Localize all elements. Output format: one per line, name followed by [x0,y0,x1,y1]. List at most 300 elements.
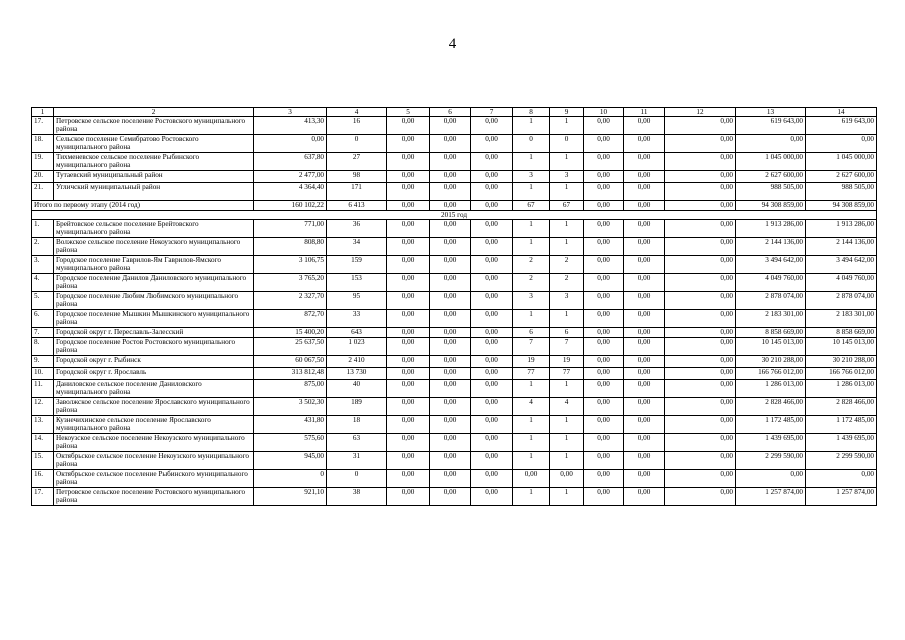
table-cell: 4. [32,274,54,292]
table-cell: 0,00 [584,292,624,310]
total-cell: 0,00 [471,201,513,211]
table-cell: 10 145 013,00 [736,338,806,356]
table-cell: 1 [513,416,550,434]
table-cell: 0,00 [471,380,513,398]
table-cell: 0,00 [430,117,471,135]
table-cell: 3 494 642,00 [736,256,806,274]
table-cell: 2 627 600,00 [736,171,806,183]
table-cell: 4 [513,398,550,416]
table-cell: 1 913 286,00 [736,220,806,238]
municipality-name-cell: Городское поселение Ростов Ростовского муниципального района [54,338,254,356]
table-cell: 8 858 669,00 [736,328,806,338]
header-cell: 9 [550,108,584,117]
table-cell: 1 286 013,00 [736,380,806,398]
table-cell: 159 [327,256,387,274]
table-cell: 0,00 [584,183,624,201]
total-cell: 0,00 [665,201,736,211]
table-cell: 0 [550,135,584,153]
table-cell: 0,00 [471,183,513,201]
total-cell: 160 102,22 [254,201,327,211]
table-cell: 808,80 [254,238,327,256]
table-cell: 2 828 466,00 [806,398,877,416]
table-cell: 0,00 [387,153,430,171]
table-row [32,338,877,356]
total-cell: 6 413 [327,201,387,211]
table-cell: 0 [327,135,387,153]
table-row [32,292,877,310]
total-cell: 0,00 [387,201,430,211]
table-cell: 18 [327,416,387,434]
table-cell: 0,00 [624,338,665,356]
table-cell: 3. [32,256,54,274]
table-cell: 1 913 286,00 [806,220,877,238]
table-cell: 3 [550,171,584,183]
table-cell: 6 [513,328,550,338]
municipality-name-cell: Петровское сельское поселение Ростовского муниципального района [54,488,254,506]
table-row [32,328,877,338]
table-cell: 0,00 [665,171,736,183]
municipality-name-cell: Даниловское сельское поселение Даниловского муниципального района [54,380,254,398]
municipality-name-cell: Петровское сельское поселение Ростовского муниципального района [54,117,254,135]
table-cell: 1 [513,183,550,201]
table-cell: 0,00 [387,135,430,153]
table-cell: 36 [327,220,387,238]
table-cell: 0,00 [471,434,513,452]
table-cell: 0,00 [471,153,513,171]
table-cell: 2 144 136,00 [806,238,877,256]
table-cell: 872,70 [254,310,327,328]
table-cell: 4 [550,398,584,416]
header-cell: 7 [471,108,513,117]
table-row [32,488,877,506]
table-cell: 2 144 136,00 [736,238,806,256]
municipality-name-cell: Городское поселение Гаврилов-Ям Гаврилов-Ямского муниципального района [54,256,254,274]
table-cell: 0,00 [736,470,806,488]
table-cell: 0,00 [387,338,430,356]
table-cell: 2 299 590,00 [736,452,806,470]
table-cell: 619 643,00 [736,117,806,135]
municipality-name-cell: Городское поселение Любим Любимского муниципального района [54,292,254,310]
municipality-name-cell: Городское поселение Мышкин Мышкинского муниципального района [54,310,254,328]
table-cell: 0,00 [513,470,550,488]
total-cell: 0,00 [584,201,624,211]
table-cell: 0,00 [430,416,471,434]
table-cell: 0,00 [471,171,513,183]
header-cell: 5 [387,108,430,117]
table-cell: 431,80 [254,416,327,434]
table-cell: 14. [32,434,54,452]
table-cell: 0,00 [665,310,736,328]
table-cell: 1 [550,310,584,328]
table-cell: 0,00 [430,452,471,470]
table-cell: 0,00 [584,238,624,256]
municipality-name-cell: Брейтовское сельское поселение Брейтовского муниципального района [54,220,254,238]
total-cell: 94 308 859,00 [806,201,877,211]
table-cell: 0,00 [584,135,624,153]
table-cell: 0,00 [665,274,736,292]
municipality-name-cell: Тихменевское сельское поселение Рыбинского муниципального района [54,153,254,171]
table-cell: 0,00 [584,256,624,274]
table-cell: 0,00 [387,452,430,470]
table-cell: 0,00 [665,183,736,201]
table-cell: 16 [327,117,387,135]
table-cell: 2 878 074,00 [806,292,877,310]
table-cell: 38 [327,488,387,506]
table-row [32,434,877,452]
table-cell: 15. [32,452,54,470]
table-cell: 1 [550,117,584,135]
table-cell: 7 [513,338,550,356]
table-row [32,256,877,274]
header-cell: 12 [665,108,736,117]
table-cell: 313 812,48 [254,368,327,380]
table-cell: 2 477,00 [254,171,327,183]
table-cell: 0,00 [471,328,513,338]
table-cell: 0,00 [624,452,665,470]
table-cell: 17. [32,488,54,506]
table-cell: 30 210 288,00 [736,356,806,368]
header-cell: 2 [54,108,254,117]
table-cell: 0,00 [430,338,471,356]
table-cell: 0,00 [584,452,624,470]
table-cell: 3 [550,292,584,310]
table-cell: 988 505,00 [736,183,806,201]
table-cell: 17. [32,117,54,135]
table-cell: 15 400,20 [254,328,327,338]
table-row [32,153,877,171]
table-cell: 0,00 [624,368,665,380]
table-cell: 166 766 012,00 [736,368,806,380]
table-cell: 1 [550,416,584,434]
table-row [32,135,877,153]
table-cell: 0,00 [584,310,624,328]
table-cell: 0,00 [624,220,665,238]
table-cell: 0,00 [665,470,736,488]
header-cell: 3 [254,108,327,117]
table-cell: 0,00 [387,368,430,380]
table-cell: 0,00 [387,470,430,488]
table-cell: 0,00 [624,356,665,368]
table-cell: 0,00 [471,292,513,310]
table-cell: 1 [513,220,550,238]
table-cell: 875,00 [254,380,327,398]
table-cell: 0,00 [254,135,327,153]
table-cell: 3 [513,171,550,183]
table-cell: 18. [32,135,54,153]
table-cell: 0,00 [584,328,624,338]
table-cell: 0,00 [584,356,624,368]
municipality-name-cell: Тутаевский муниципальный район [54,171,254,183]
table-cell: 0,00 [665,434,736,452]
table-cell: 153 [327,274,387,292]
table-row [32,398,877,416]
table-cell: 2 828 466,00 [736,398,806,416]
table-cell: 1 [550,452,584,470]
table-cell: 0,00 [430,292,471,310]
table-cell: 0,00 [584,398,624,416]
table-cell: 0,00 [624,434,665,452]
table-cell: 189 [327,398,387,416]
table-row [32,356,877,368]
table-cell: 77 [550,368,584,380]
table-cell: 21. [32,183,54,201]
table-cell: 0,00 [430,310,471,328]
table-cell: 0,00 [665,356,736,368]
table-row [32,416,877,434]
table-cell: 3 494 642,00 [806,256,877,274]
table-cell: 2 183 301,00 [736,310,806,328]
table-cell: 0,00 [430,328,471,338]
table-cell: 0,00 [665,220,736,238]
table-row [32,310,877,328]
table-cell: 1 [513,452,550,470]
total-row [32,201,877,211]
table-cell: 2 327,70 [254,292,327,310]
table-cell: 2 299 590,00 [806,452,877,470]
table-cell: 1 [550,153,584,171]
table-cell: 0,00 [387,256,430,274]
table-cell: 0,00 [471,274,513,292]
table-cell: 0,00 [584,171,624,183]
table-cell: 0,00 [584,380,624,398]
data-table [31,107,877,506]
table-cell: 1 [513,380,550,398]
table-cell: 0,00 [624,171,665,183]
table-cell: 30 210 288,00 [806,356,877,368]
table-cell: 0,00 [665,416,736,434]
table-cell: 25 637,50 [254,338,327,356]
table-cell: 0,00 [471,470,513,488]
table-cell: 0,00 [387,380,430,398]
table-cell: 771,00 [254,220,327,238]
table-cell: 1 [550,220,584,238]
table-cell: 0,00 [471,452,513,470]
table-cell: 0,00 [430,238,471,256]
table-cell: 1 [513,153,550,171]
table-cell: 0,00 [624,470,665,488]
table-cell: 0,00 [624,398,665,416]
table-cell: 1 [550,488,584,506]
table-cell: 0,00 [471,220,513,238]
municipality-name-cell: Кузнечихинское сельское поселение Ярославского муниципального района [54,416,254,434]
table-cell: 34 [327,238,387,256]
table-cell: 166 766 012,00 [806,368,877,380]
table-cell: 1 [513,488,550,506]
table-cell: 0,00 [584,274,624,292]
table-cell: 0,00 [471,338,513,356]
table-row [32,452,877,470]
table-cell: 10. [32,368,54,380]
table-cell: 0,00 [387,274,430,292]
table-cell: 0,00 [584,488,624,506]
table-cell: 31 [327,452,387,470]
table-cell: 0,00 [624,310,665,328]
municipality-name-cell: Городское поселение Данилов Даниловского муниципального района [54,274,254,292]
table-cell: 1 257 874,00 [736,488,806,506]
total-cell: 67 [550,201,584,211]
section-label: 2015 год [32,211,877,220]
table-cell: 13. [32,416,54,434]
table-cell: 1 [550,380,584,398]
table-cell: 0,00 [430,398,471,416]
table-cell: 1 023 [327,338,387,356]
table-row [32,171,877,183]
section-row [32,211,877,220]
table-cell: 0,00 [387,171,430,183]
table-cell: 7 [550,338,584,356]
table-cell: 1 [513,117,550,135]
table-cell: 0,00 [584,220,624,238]
table-cell: 0,00 [624,380,665,398]
table-cell: 5. [32,292,54,310]
table-row [32,117,877,135]
table-cell: 6. [32,310,54,328]
table-cell: 0,00 [736,135,806,153]
table-cell: 19. [32,153,54,171]
table-cell: 1 172 485,00 [736,416,806,434]
table-cell: 95 [327,292,387,310]
table-cell: 1 [513,238,550,256]
table-cell: 0,00 [430,256,471,274]
table-cell: 0,00 [387,488,430,506]
table-cell: 0 [327,470,387,488]
header-cell: 11 [624,108,665,117]
table-cell: 8. [32,338,54,356]
table-cell: 4 049 760,00 [806,274,877,292]
header-cell: 13 [736,108,806,117]
table-cell: 171 [327,183,387,201]
table-cell: 988 505,00 [806,183,877,201]
table-cell: 0,00 [584,434,624,452]
table-cell: 1 045 000,00 [806,153,877,171]
table-cell: 0,00 [624,416,665,434]
table-cell: 0,00 [387,434,430,452]
header-cell: 6 [430,108,471,117]
table-cell: 1 045 000,00 [736,153,806,171]
table-cell: 1 286 013,00 [806,380,877,398]
table-cell: 1. [32,220,54,238]
table-row [32,368,877,380]
table-cell: 0,00 [471,256,513,274]
table-cell: 0,00 [624,328,665,338]
table-cell: 1 [550,183,584,201]
table-cell: 0,00 [665,238,736,256]
table-cell: 0,00 [665,135,736,153]
header-cell: 10 [584,108,624,117]
table-cell: 0,00 [665,117,736,135]
table-cell: 2 627 600,00 [806,171,877,183]
table-cell: 19 [550,356,584,368]
table-cell: 0,00 [387,292,430,310]
table-cell: 0,00 [471,368,513,380]
table-cell: 8 858 669,00 [806,328,877,338]
table-cell: 0,00 [624,117,665,135]
table-cell: 0,00 [430,220,471,238]
table-cell: 0,00 [471,488,513,506]
table-cell: 0,00 [550,470,584,488]
table-cell: 0,00 [624,238,665,256]
table-cell: 0,00 [387,220,430,238]
table-cell: 20. [32,171,54,183]
table-cell: 0,00 [806,135,877,153]
table-cell: 0,00 [471,238,513,256]
table-cell: 1 257 874,00 [806,488,877,506]
table-cell: 10 145 013,00 [806,338,877,356]
table-cell: 4 049 760,00 [736,274,806,292]
table-cell: 0,00 [471,117,513,135]
table-cell: 98 [327,171,387,183]
table-cell: 1 [550,434,584,452]
total-label: Итого по первому этапу (2014 год) [32,201,254,211]
header-cell: 8 [513,108,550,117]
table-cell: 0,00 [665,398,736,416]
table-cell: 0,00 [584,338,624,356]
table-cell: 2 [513,274,550,292]
table-cell: 0,00 [387,310,430,328]
table-cell: 0,00 [387,183,430,201]
table-cell: 619 643,00 [806,117,877,135]
table-row [32,274,877,292]
table-cell: 11. [32,380,54,398]
table-cell: 0,00 [387,238,430,256]
table-cell: 643 [327,328,387,338]
table-cell: 945,00 [254,452,327,470]
table-cell: 63 [327,434,387,452]
table-cell: 9. [32,356,54,368]
total-cell: 0,00 [430,201,471,211]
table-cell: 1 [513,310,550,328]
table-row [32,220,877,238]
table-row [32,470,877,488]
table-cell: 0,00 [387,328,430,338]
header-cell: 1 [32,108,54,117]
table-cell: 0,00 [430,171,471,183]
page-number: 4 [448,36,457,52]
municipality-name-cell: Городской округ г. Ярославль [54,368,254,380]
table-cell: 0,00 [624,256,665,274]
table-cell: 413,30 [254,117,327,135]
table-cell: 2 410 [327,356,387,368]
table-cell: 0,00 [665,488,736,506]
table-cell: 0,00 [430,470,471,488]
table-cell: 0,00 [430,380,471,398]
table-cell: 0,00 [430,434,471,452]
table-row [32,238,877,256]
table-cell: 0,00 [430,183,471,201]
table-cell: 16. [32,470,54,488]
table-cell: 0,00 [471,356,513,368]
table-cell: 2 878 074,00 [736,292,806,310]
table-cell: 0,00 [387,398,430,416]
table-cell: 0,00 [624,488,665,506]
table-cell: 0 [513,135,550,153]
table-cell: 1 [513,434,550,452]
table-cell: 0,00 [387,416,430,434]
table-cell: 0,00 [665,153,736,171]
table-cell: 0,00 [665,452,736,470]
header-cell: 4 [327,108,387,117]
header-row [32,108,877,117]
table-cell: 0,00 [471,398,513,416]
table-cell: 0,00 [665,368,736,380]
table-cell: 0,00 [387,117,430,135]
table-row [32,380,877,398]
municipality-name-cell: Волжское сельское поселение Некоузского муниципального района [54,238,254,256]
table-cell: 77 [513,368,550,380]
table-cell: 19 [513,356,550,368]
table-cell: 60 067,50 [254,356,327,368]
table-cell: 7. [32,328,54,338]
